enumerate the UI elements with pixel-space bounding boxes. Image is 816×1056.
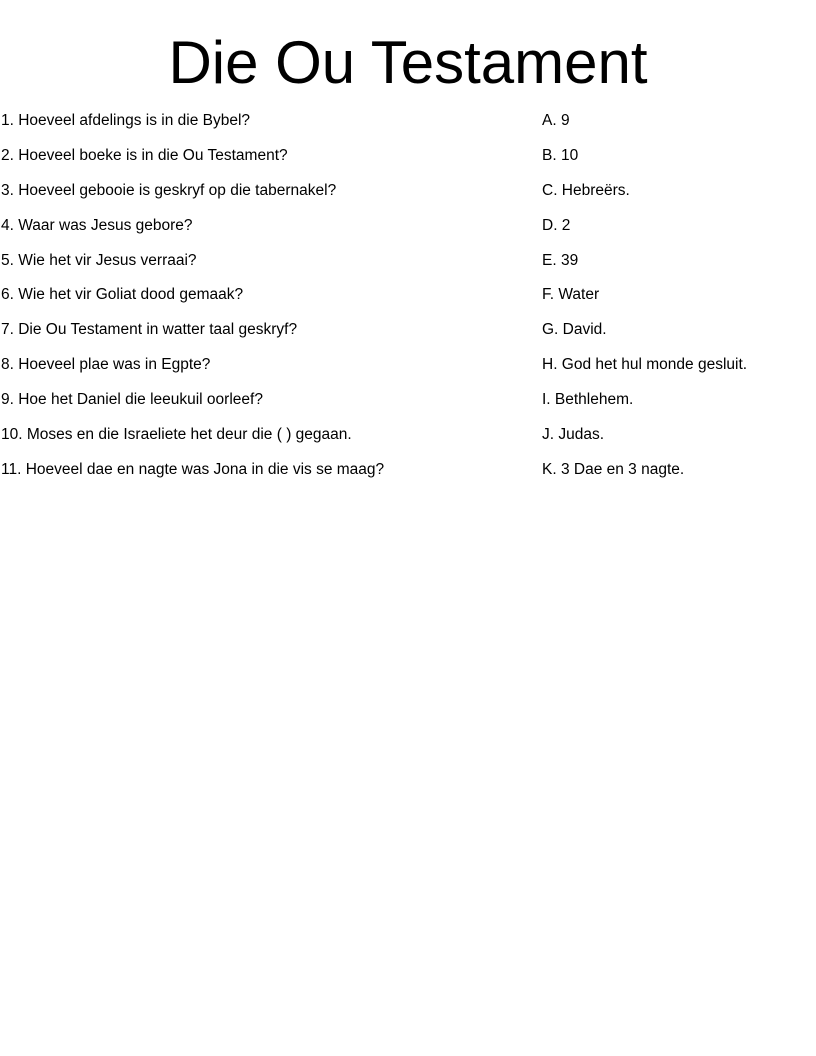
matching-row (0, 251, 816, 286)
matching-row (0, 355, 816, 390)
matching-row (0, 181, 816, 216)
answer-option: G. David. (542, 321, 607, 339)
matching-row (0, 390, 816, 425)
answer-option: D. 2 (542, 216, 571, 234)
matching-row (0, 111, 816, 146)
answer-option: E. 39 (542, 251, 579, 269)
matching-row (0, 460, 816, 495)
question-text: 8. Hoeveel plae was in Egpte? (1, 356, 211, 374)
answer-option: I. Bethlehem. (542, 391, 634, 409)
answer-option: F. Water (542, 286, 600, 304)
question-text: 11. Hoeveel dae en nagte was Jona in die vis se maag? (1, 460, 385, 478)
answer-option: J. Judas. (542, 426, 605, 444)
answer-option: A. 9 (542, 112, 570, 129)
question-text: 9. Hoe het Daniel die leeukuil oorleef? (1, 391, 263, 409)
question-text: 5. Wie het vir Jesus verraai? (1, 251, 197, 269)
question-text: 2. Hoeveel boeke is in die Ou Testament? (1, 146, 288, 164)
question-text: 10. Moses en die Israeliete het deur die ( ) gegaan. (1, 426, 352, 444)
question-text: 1. Hoeveel afdelings is in die Bybel? (1, 112, 251, 129)
question-text: 4. Waar was Jesus gebore? (1, 216, 193, 234)
matching-row (0, 216, 816, 251)
page-title: Die Ou Testament (168, 29, 648, 96)
matching-row (0, 320, 816, 355)
answer-option: C. Hebreërs. (542, 181, 630, 199)
matching-row (0, 146, 816, 181)
matching-row (0, 425, 816, 460)
answer-option: H. God het hul monde gesluit. (542, 356, 748, 374)
matching-list (0, 111, 816, 495)
question-text: 3. Hoeveel gebooie is geskryf op die tabernakel? (1, 181, 337, 199)
answer-option: B. 10 (542, 146, 579, 164)
question-text: 6. Wie het vir Goliat dood gemaak? (1, 286, 244, 304)
question-text: 7. Die Ou Testament in watter taal geskryf? (1, 321, 298, 339)
matching-row (0, 285, 816, 320)
answer-option: K. 3 Dae en 3 nagte. (542, 460, 685, 478)
